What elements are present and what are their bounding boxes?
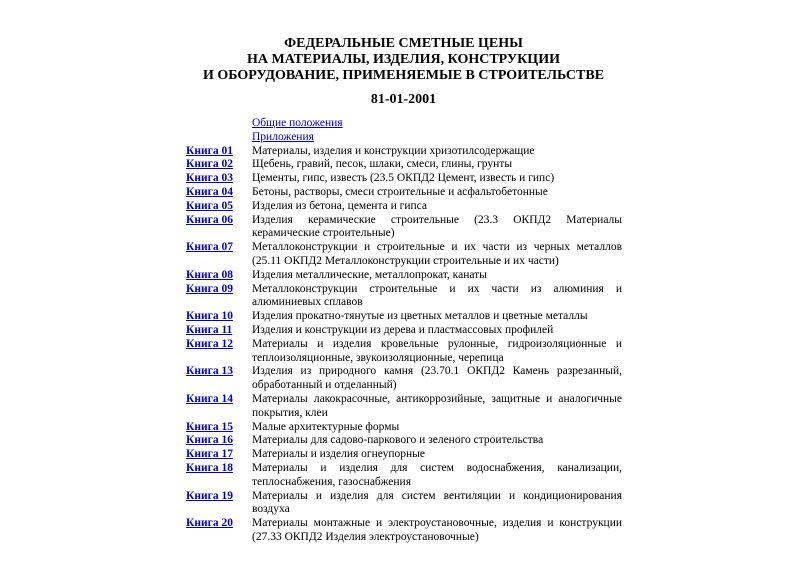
book-row [186, 145, 622, 159]
general-provisions-link[interactable]: Общие положения [252, 117, 343, 129]
book-row [186, 186, 622, 200]
book-link[interactable]: Книга 10 [186, 310, 233, 323]
book-list [186, 145, 622, 545]
book-description: Материалы и изделия огнеупорные [252, 448, 425, 461]
book-description: Материалы и изделия для систем вентиляции и кондиционирования воздуха [252, 489, 622, 516]
book-row [186, 448, 622, 462]
book-link[interactable]: Книга 17 [186, 448, 233, 461]
book-link[interactable]: Книга 03 [186, 172, 233, 185]
book-row [186, 324, 622, 338]
book-description: Материалы для садово-паркового и зеленого строительства [252, 434, 544, 447]
book-description: Изделия прокатно-тянутые из цветных металлов и цветные металлы [252, 310, 588, 323]
book-link[interactable]: Книга 07 [186, 241, 233, 254]
book-description: Материалы, изделия и конструкции хризотилсодержащие [252, 144, 535, 157]
book-row [186, 241, 622, 269]
appendices-link[interactable]: Приложения [252, 130, 314, 143]
book-description: Щебень, гравий, песок, шлаки, смеси, глины, грунты [252, 158, 513, 171]
title-line-3: И ОБОРУДОВАНИЕ, ПРИМЕНЯЕМЫЕ В СТРОИТЕЛЬСТВЕ [202, 68, 605, 83]
book-row [186, 172, 622, 186]
book-description: Изделия металлические, металлопрокат, канаты [252, 268, 487, 281]
book-row [186, 214, 622, 242]
book-link[interactable]: Книга 01 [186, 144, 233, 157]
book-row [186, 158, 622, 172]
book-description: Изделия и конструкции из дерева и пластмассовых профилей [252, 323, 554, 336]
book-row [186, 462, 622, 490]
book-description: Цементы, гипс, известь (23.5 ОКПД2 Цемент, известь и гипс) [252, 172, 555, 185]
book-link[interactable]: Книга 19 [186, 489, 233, 502]
book-link[interactable]: Книга 14 [186, 392, 233, 405]
book-description: Материалы лакокрасочные, антикоррозийные, защитные и аналогичные покрытия, клеи [252, 392, 622, 419]
book-row [186, 517, 622, 545]
book-description: Изделия из бетона, цемента и гипса [252, 199, 428, 212]
book-row [186, 490, 622, 518]
book-link[interactable]: Книга 04 [186, 185, 233, 198]
book-row [186, 393, 622, 421]
book-row [186, 338, 622, 366]
book-link[interactable]: Книга 12 [186, 337, 233, 350]
book-link[interactable]: Книга 15 [186, 420, 233, 433]
book-description: Малые архитектурные формы [252, 420, 400, 433]
book-link[interactable]: Книга 20 [186, 517, 233, 530]
book-link[interactable]: Книга 16 [186, 434, 233, 447]
book-link[interactable]: Книга 05 [186, 199, 233, 212]
book-link[interactable]: Книга 09 [186, 282, 233, 295]
book-link[interactable]: Книга 11 [186, 323, 233, 336]
book-row [186, 269, 622, 283]
book-row [186, 200, 622, 214]
book-link[interactable]: Книга 06 [186, 213, 233, 226]
table-of-contents [186, 117, 622, 545]
book-description: Изделия из природного камня (23.70.1 ОКПД2 Камень разрезанный, обработанный и отделанный) [252, 365, 622, 392]
book-description: Бетоны, растворы, смеси строительные и асфальтобетонные [252, 185, 548, 198]
book-row [186, 434, 622, 448]
book-description: Металлоконструкции строительные и их части из алюминия и алюминиевых сплавов [252, 282, 622, 309]
book-row [186, 365, 622, 393]
title-line-2: НА МАТЕРИАЛЫ, ИЗДЕЛИЯ, КОНСТРУКЦИИ [247, 52, 560, 67]
book-row [186, 310, 622, 324]
book-link[interactable]: Книга 13 [186, 365, 233, 378]
book-link[interactable]: Книга 08 [186, 268, 233, 281]
book-link[interactable]: Книга 02 [186, 158, 233, 171]
book-description: Материалы монтажные и электроустановочные, изделия и конструкции (27.33 ОКПД2 Изделия электроустановочные) [252, 517, 622, 543]
book-description: Изделия керамические строительные (23.3 ОКПД2 Материалы керамические строительные) [252, 213, 622, 240]
book-row [186, 283, 622, 311]
document-code: 81-01-2001 [370, 92, 437, 107]
book-link[interactable]: Книга 18 [186, 461, 233, 474]
book-description: Материалы и изделия для систем водоснабжения, канализации, теплоснабжения, газоснабжения [252, 461, 622, 488]
book-description: Металлоконструкции и строительные и их части из черных металлов (25.11 ОКПД2 Металлоконструкции строительные и их части) [252, 241, 622, 267]
document-title [0, 36, 807, 84]
book-row [186, 421, 622, 435]
title-line-1: ФЕДЕРАЛЬНЫЕ СМЕТНЫЕ ЦЕНЫ [284, 36, 523, 51]
book-description: Материалы и изделия кровельные рулонные, гидроизоляционные и теплоизоляционные, звукоизоляционные, черепица [252, 337, 622, 364]
